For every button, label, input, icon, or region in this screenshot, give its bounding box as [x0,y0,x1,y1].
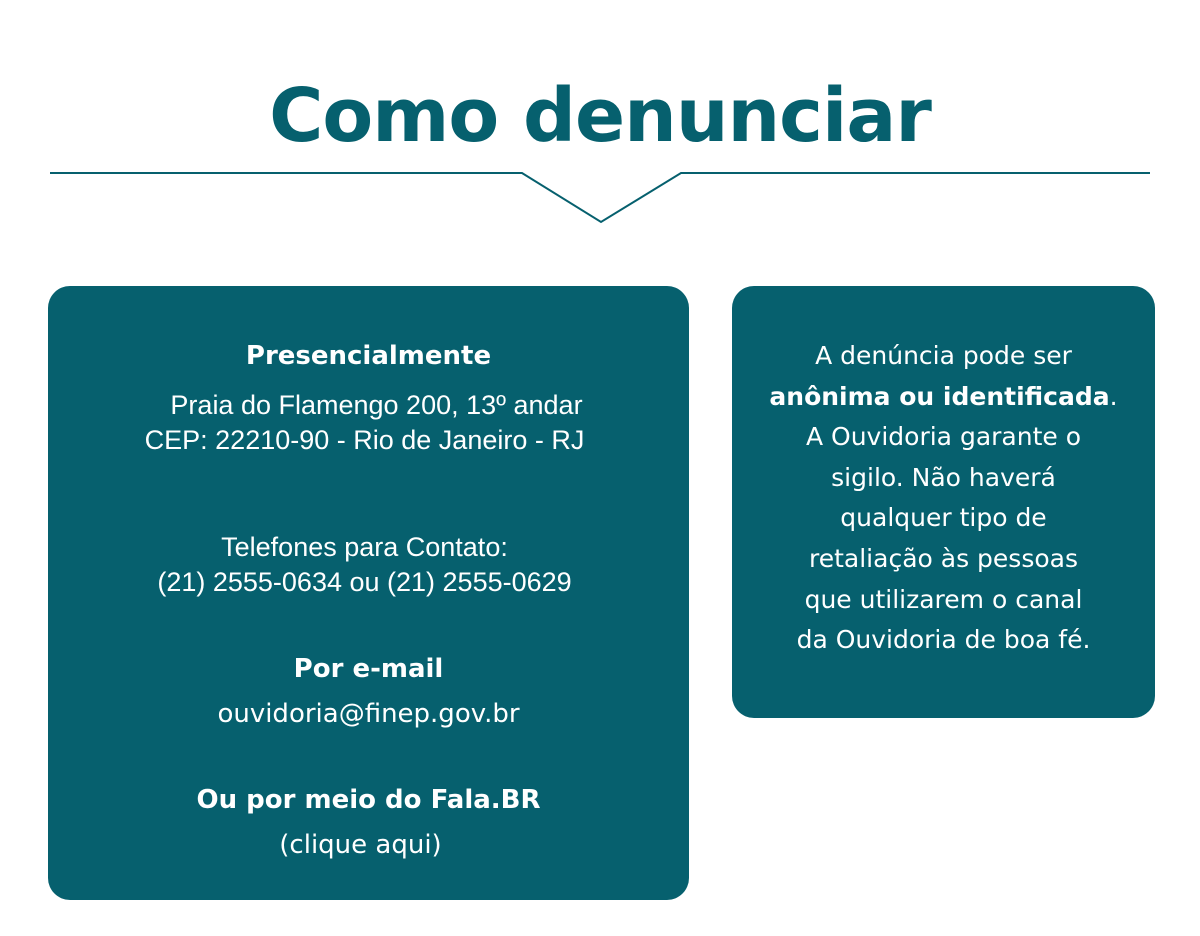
phones-heading: Telefones para Contato: [221,532,508,562]
anonymity-line-5: qualquer tipo de [840,503,1047,533]
anonymity-text [732,336,1155,661]
page-title: Como denunciar [269,73,931,159]
falabr-heading [48,784,689,816]
anonymity-info-card [732,286,1155,718]
title-divider [0,160,1200,230]
phone-numbers: (21) 2555-0634 ou (21) 2555-0629 [157,567,572,597]
falabr-click-here-link[interactable]: (clique aqui) [279,830,442,860]
anonymity-line-3: A Ouvidoria garante o [805,422,1082,452]
anonymity-line-2-end: . [1109,381,1118,411]
anonymity-line-2 [732,377,1155,418]
address-line-1: Praia do Flamengo 200, 13º andar [170,390,583,420]
anonymity-line-8: da Ouvidoria de boa fé. [796,625,1091,655]
anonymity-line-4: sigilo. Não haverá [831,462,1056,492]
in-person-heading: Presencialmente [245,341,492,371]
anonymity-line-1: A denúncia pode ser [815,341,1072,370]
falabr-brand: Fala.BR [430,785,541,815]
anonymity-line-7: que utilizarem o canal [804,584,1083,614]
email-address-link[interactable]: ouvidoria@finep.gov.br [217,699,520,729]
contact-channels-card [48,286,689,900]
anonymity-line-6: retaliação às pessoas [809,543,1078,573]
divider-chevron-line [50,173,1150,222]
falabr-heading-prefix: Ou por meio do [196,785,431,815]
address-line-2: CEP: 22210-90 - Rio de Janeiro - RJ [144,425,585,455]
email-heading: Por e-mail [293,654,444,684]
anonymity-emphasis: anônima ou identificada [769,381,1110,411]
